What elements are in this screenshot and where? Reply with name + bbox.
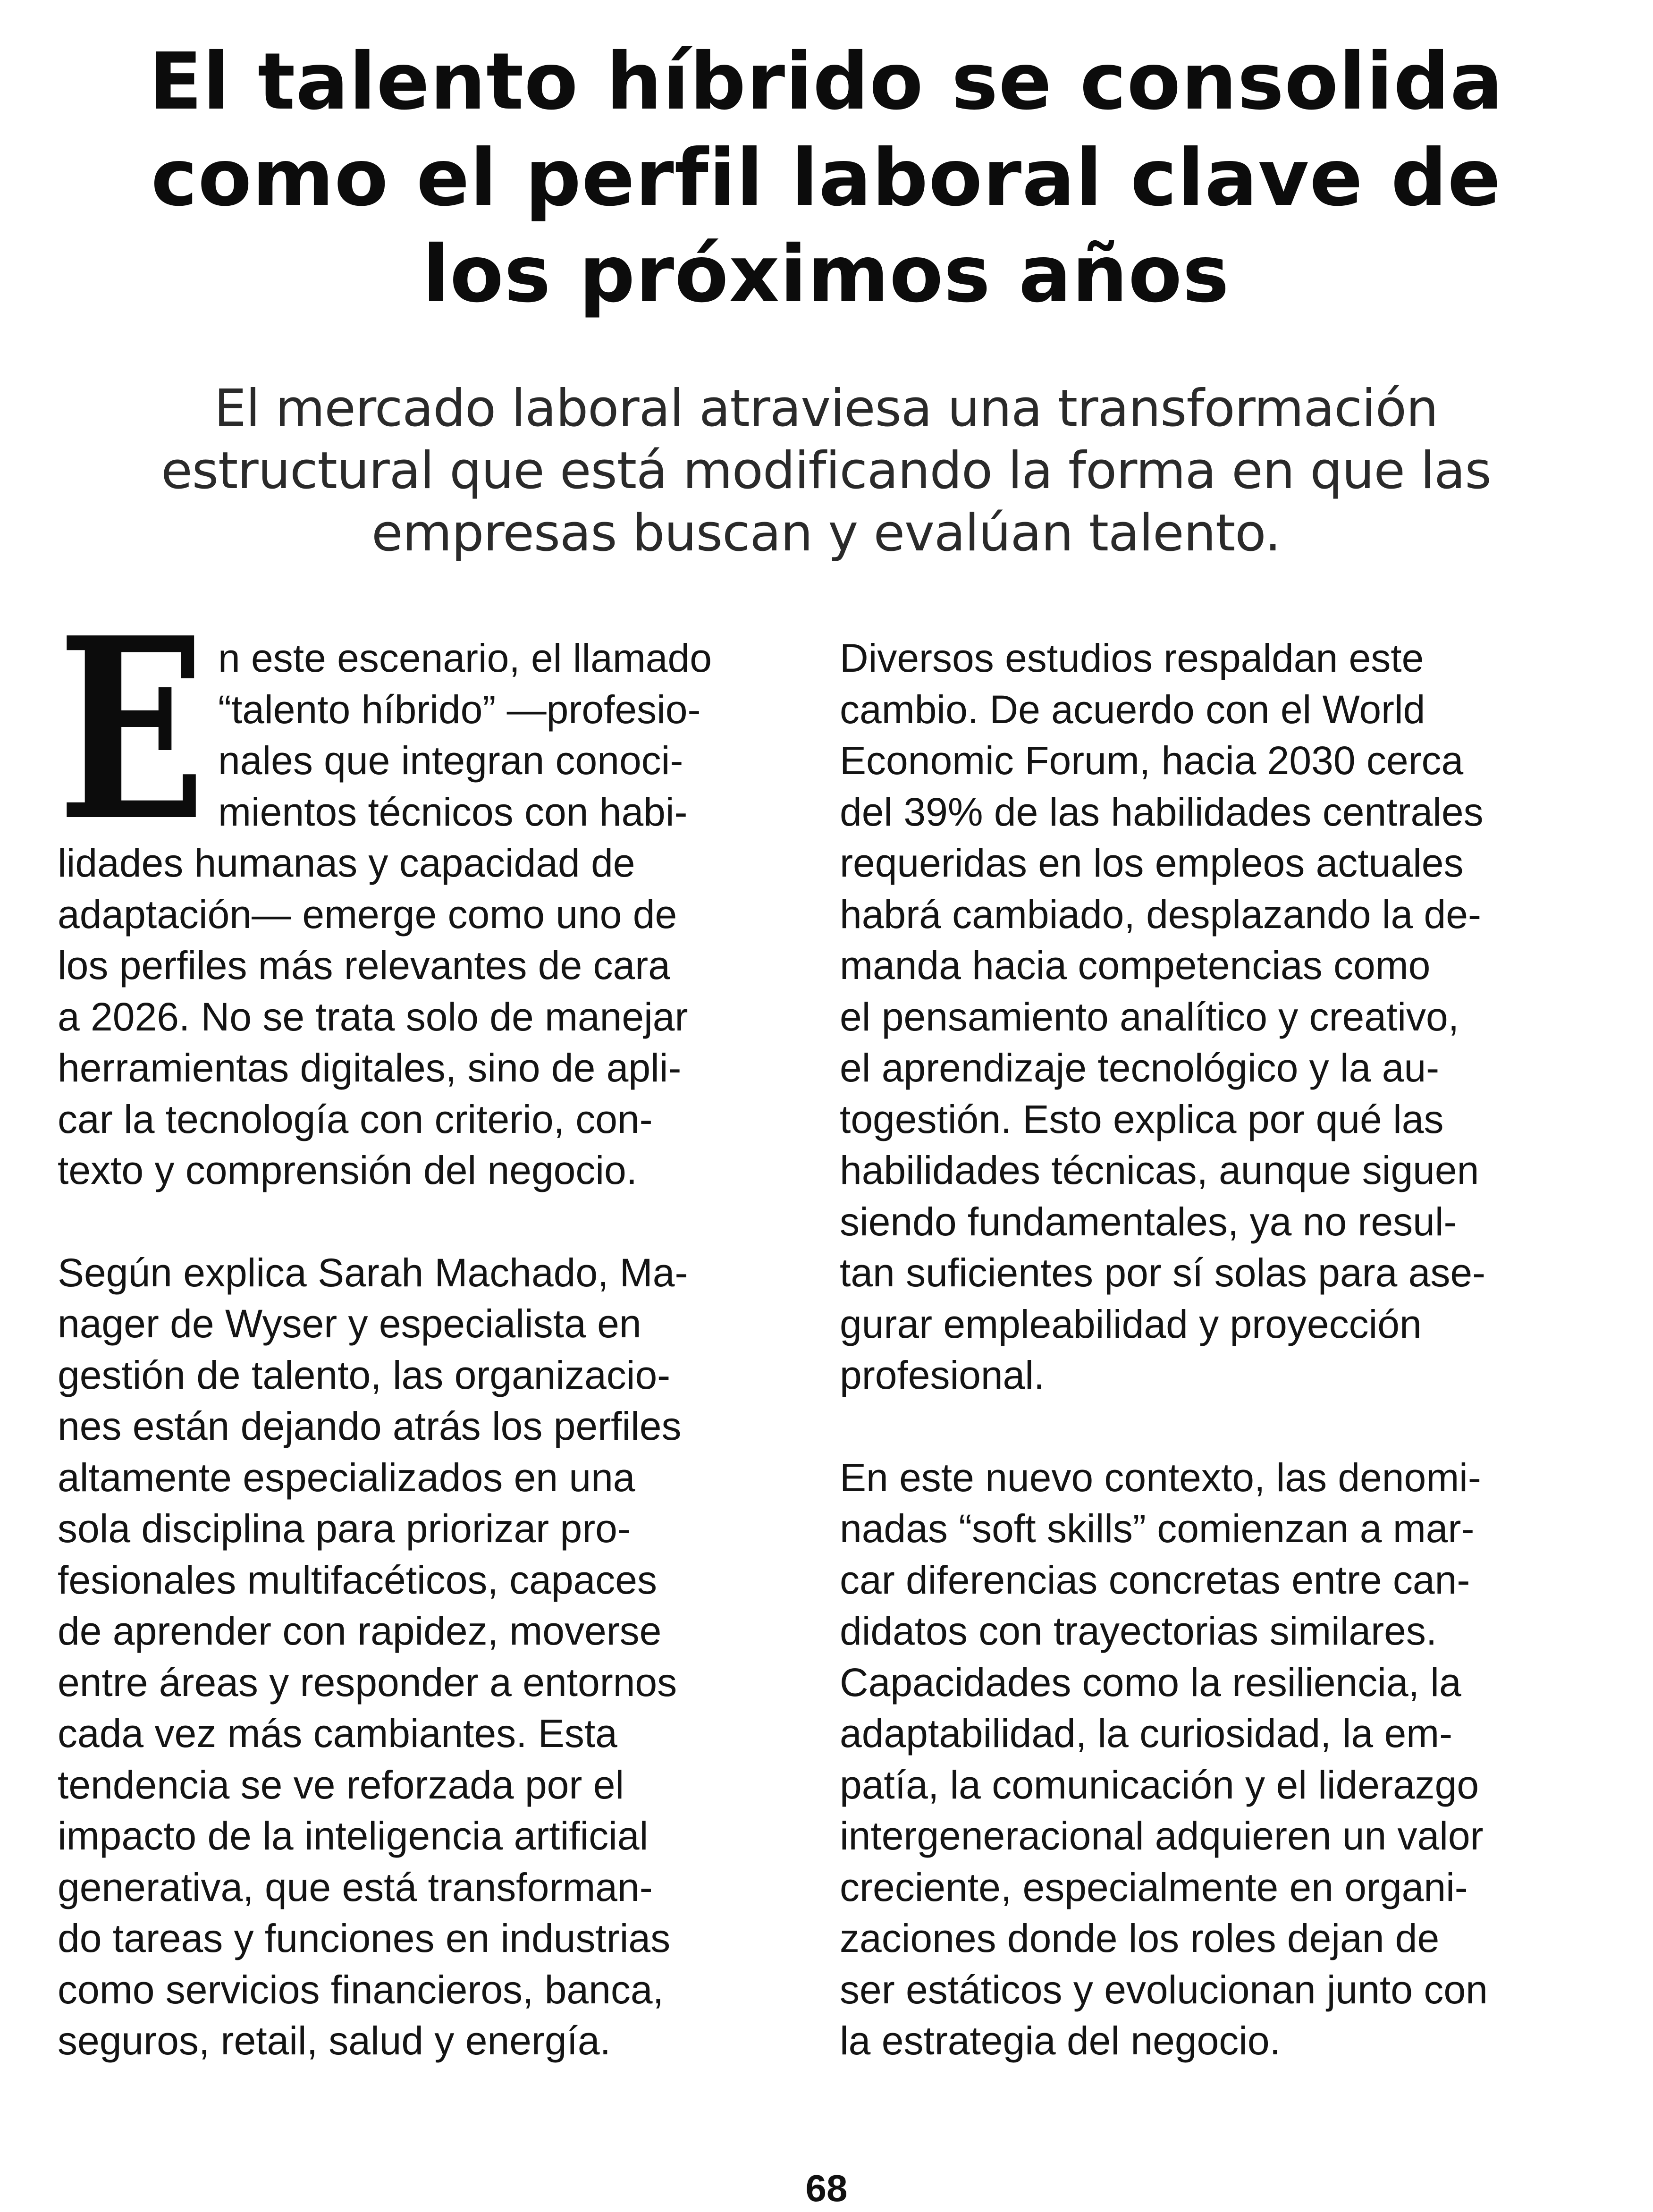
text-line: cada vez más cambiantes. Esta [58, 1711, 617, 1756]
text-line: tendencia se ve reforzada por el [58, 1762, 624, 1807]
text-line: entre áreas y responder a entornos [58, 1660, 677, 1705]
left-column [58, 583, 794, 2067]
text-line: la estrategia del negocio. [840, 2018, 1281, 2063]
text-line: didatos con trayectorias similares. [840, 1609, 1437, 1653]
text-line: a 2026. No se trata solo de manejar [58, 994, 688, 1039]
text-line: cambio. De acuerdo con el World [840, 687, 1425, 732]
text-line: nales que integran conoci- [218, 738, 683, 783]
headline-line: los próximos años [422, 229, 1230, 320]
drop-cap: E [58, 583, 206, 876]
headline-line: El talento híbrido se consolida [149, 36, 1503, 127]
text-line: Diversos estudios respaldan este [840, 636, 1424, 680]
text-line: gurar empleabilidad y proyección [840, 1301, 1422, 1346]
text-line: tan suficientes por sí solas para ase- [840, 1250, 1486, 1295]
text-line: intergeneracional adquieren un valor [840, 1814, 1484, 1858]
right-column [840, 633, 1576, 2067]
text-line: Economic Forum, hacia 2030 cerca [840, 738, 1464, 783]
text-line: nes están dejando atrás los perfiles [58, 1404, 682, 1448]
text-line: lidades humanas y capacidad de [58, 841, 635, 885]
text-line: habrá cambiado, desplazando la de- [840, 892, 1481, 937]
text-line: habilidades técnicas, aunque siguen [840, 1148, 1479, 1192]
text-line: generativa, que está transforman- [58, 1865, 653, 1909]
text-line: requeridas en los empleos actuales [840, 841, 1464, 885]
text-line: siendo fundamentales, ya no resul- [840, 1199, 1457, 1244]
text-line: impacto de la inteligencia artificial [58, 1814, 649, 1858]
text-line: profesional. [840, 1353, 1045, 1397]
text-line: car la tecnología con criterio, con- [58, 1097, 653, 1141]
text-line: patía, la comunicación y el liderazgo [840, 1762, 1479, 1807]
text-line: texto y comprensión del negocio. [58, 1148, 638, 1192]
text-line: sola disciplina para priorizar pro- [58, 1506, 631, 1551]
text-line: gestión de talento, las organizacio- [58, 1352, 671, 1397]
text-line: adaptación— emerge como uno de [58, 892, 677, 937]
page-number: 68 [805, 2167, 848, 2209]
text-line: como servicios financieros, banca, [58, 1967, 664, 2012]
text-line: adaptabilidad, la curiosidad, la em- [840, 1711, 1453, 1756]
text-line: ser estáticos y evolucionan junto con [840, 1967, 1488, 2012]
text-line: car diferencias concretas entre can- [840, 1557, 1470, 1602]
text-line: los perfiles más relevantes de cara [58, 943, 670, 988]
subheadline-line: estructural que está modificando la forma en que las [161, 441, 1491, 500]
text-line: altamente especializados en una [58, 1455, 635, 1500]
text-line: del 39% de las habilidades centrales [840, 789, 1484, 834]
text-line: herramientas digitales, sino de apli- [58, 1046, 682, 1090]
headline-line: como el perfil laboral clave de [151, 133, 1501, 224]
text-line: nager de Wyser y especialista en [58, 1301, 641, 1346]
right-paragraph-2 [840, 1452, 1576, 2067]
article-subheadline [94, 378, 1558, 565]
text-line: nadas “soft skills” comienzan a mar- [840, 1506, 1475, 1551]
text-line: manda hacia competencias como [840, 943, 1431, 988]
left-paragraph-1 [58, 583, 794, 1196]
text-line: togestión. Esto explica por qué las [840, 1097, 1444, 1141]
text-line: n este escenario, el llamado [218, 636, 712, 680]
text-line: fesionales multifacéticos, capaces [58, 1557, 657, 1602]
text-line: Capacidades como la resiliencia, la [840, 1660, 1461, 1705]
left-paragraph-2 [58, 1247, 794, 2067]
text-line: “talento híbrido” —profesio- [218, 687, 701, 732]
subheadline-line: El mercado laboral atraviesa una transformación [214, 379, 1438, 438]
text-line: zaciones donde los roles dejan de [840, 1916, 1440, 1960]
text-line: En este nuevo contexto, las denomi- [840, 1455, 1481, 1500]
text-line: seguros, retail, salud y energía. [58, 2018, 611, 2063]
text-line: el pensamiento analítico y creativo, [840, 994, 1459, 1039]
article-headline [94, 34, 1558, 323]
right-paragraph-1 [840, 633, 1576, 1401]
text-line: do tareas y funciones en industrias [58, 1916, 671, 1960]
text-line: mientos técnicos con habi- [218, 789, 688, 834]
subheadline-line: empresas buscan y evalúan talento. [371, 504, 1281, 563]
text-line: Según explica Sarah Machado, Ma- [58, 1250, 688, 1295]
text-line: el aprendizaje tecnológico y la au- [840, 1046, 1440, 1090]
text-line: creciente, especialmente en organi- [840, 1865, 1468, 1909]
text-line: de aprender con rapidez, moverse [58, 1609, 662, 1653]
